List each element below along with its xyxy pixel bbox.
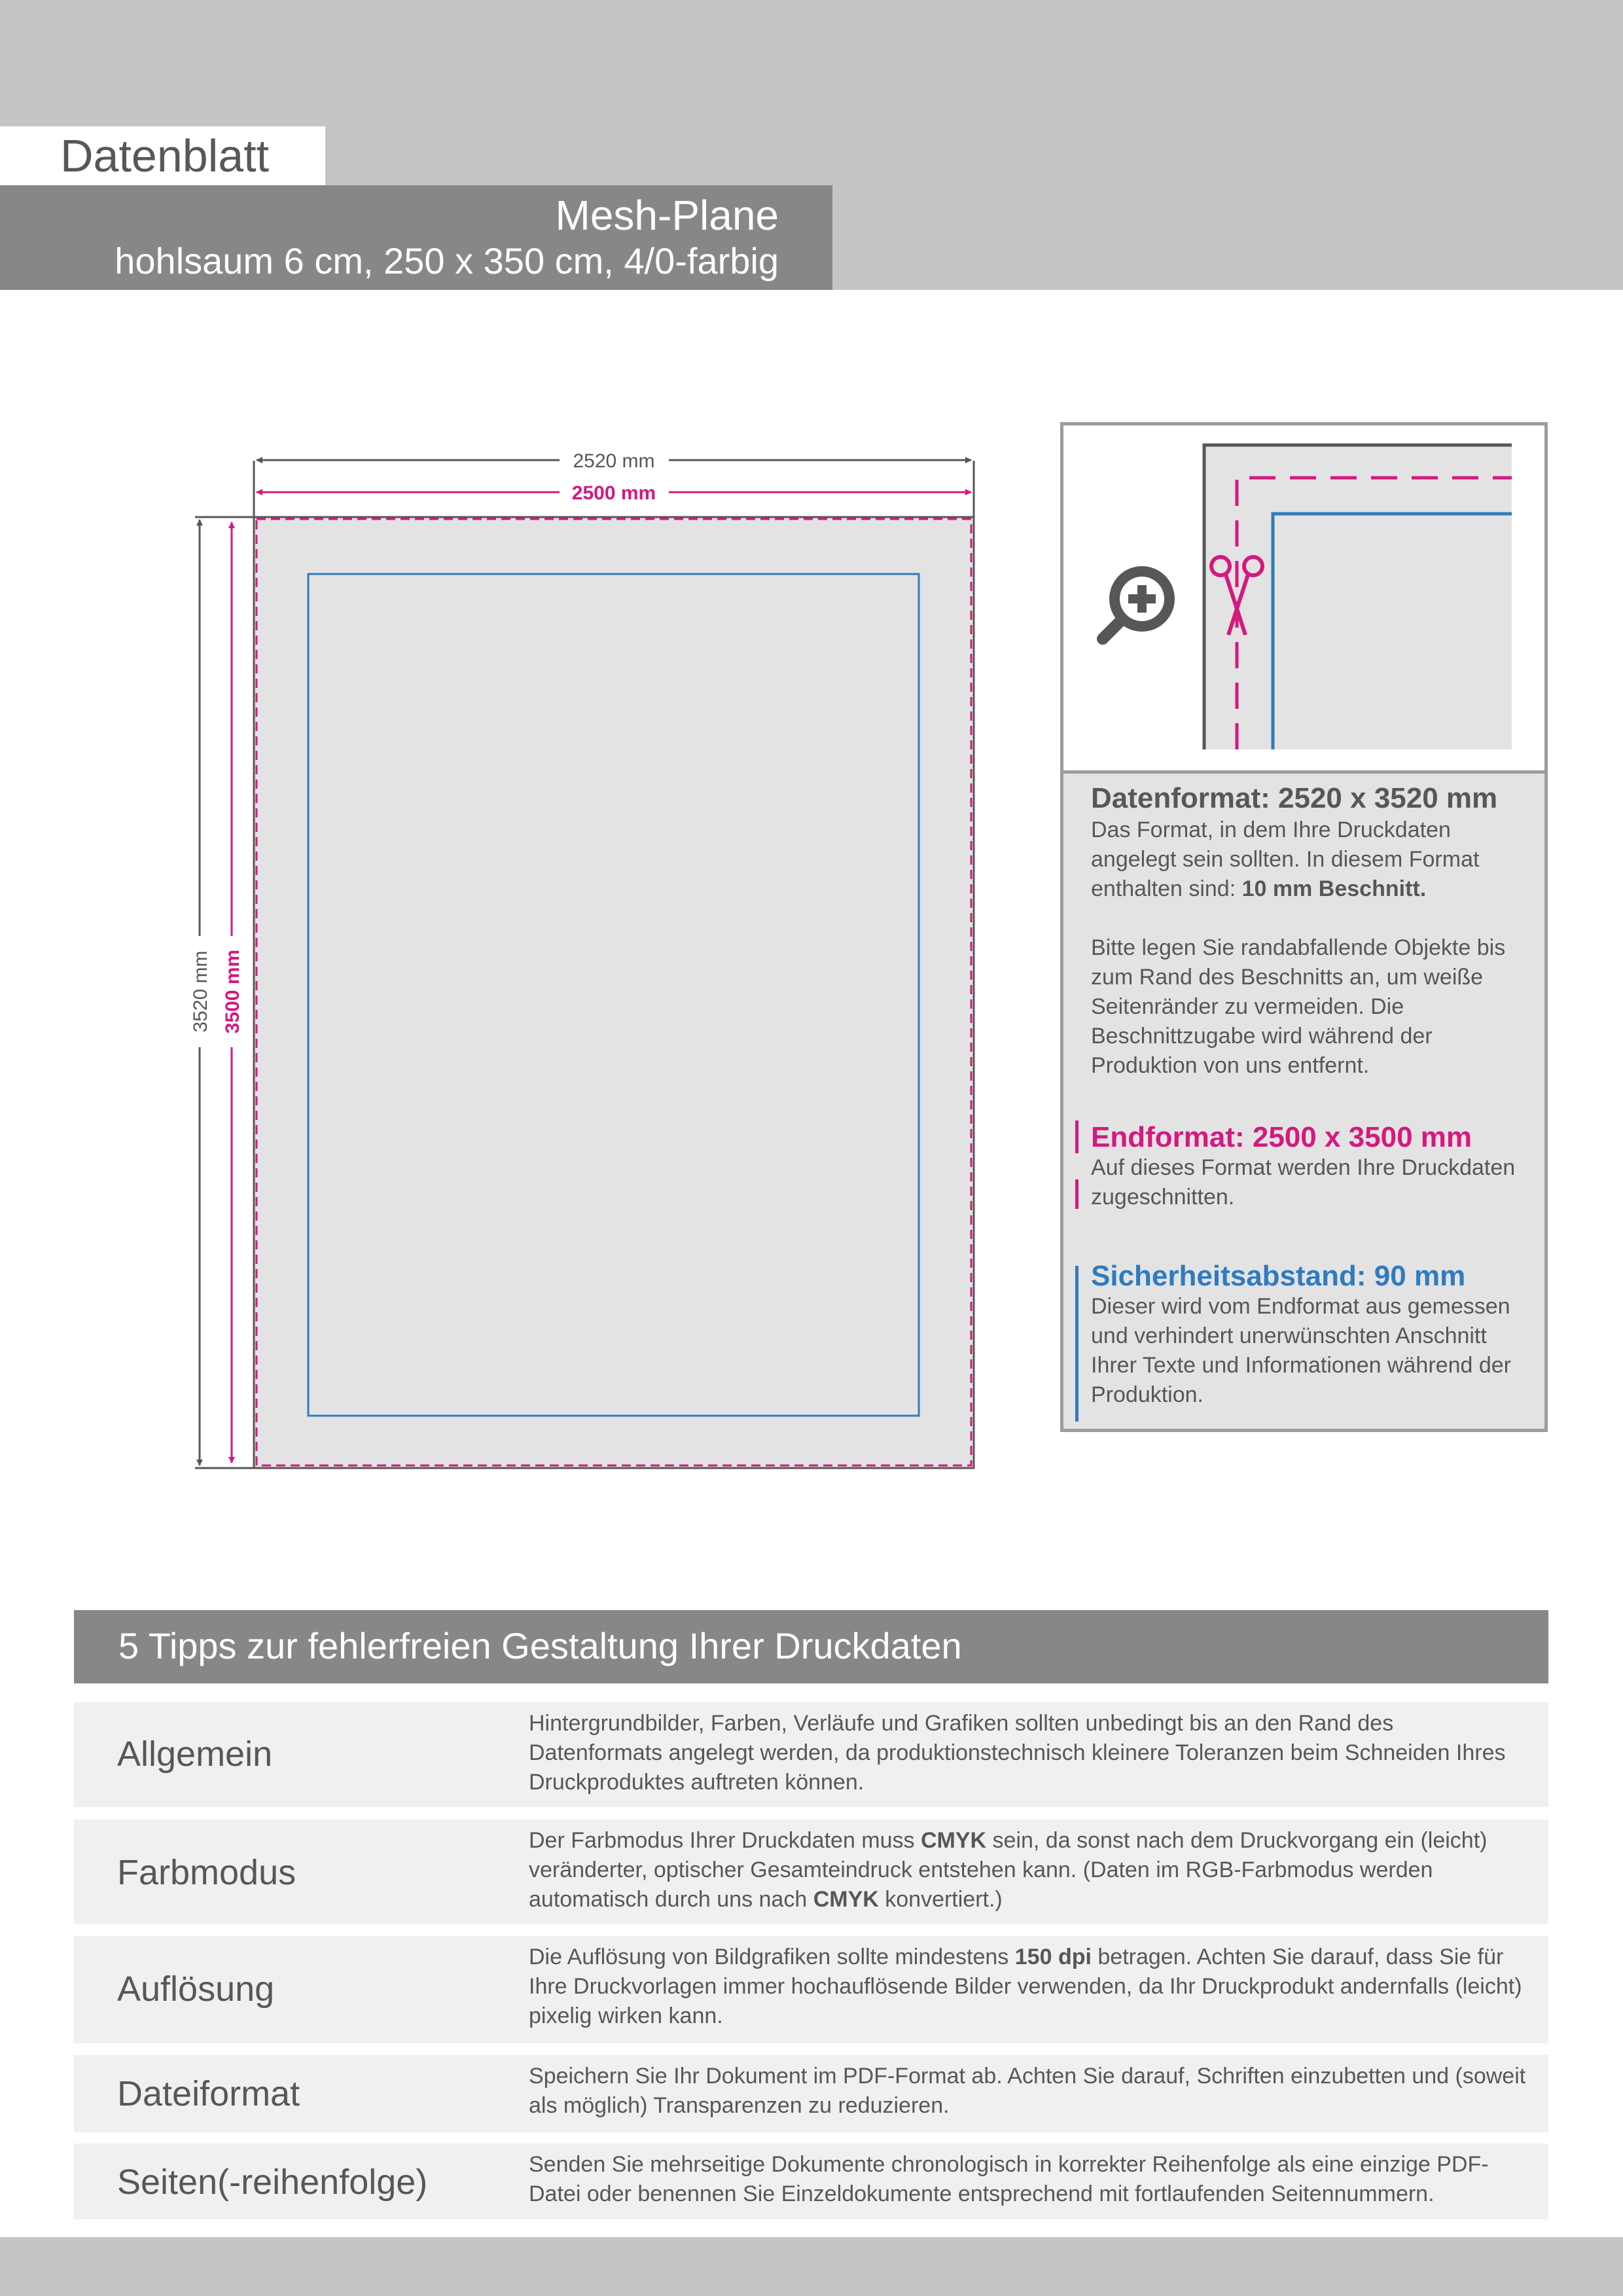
final-height-label: 3500 mm — [222, 949, 243, 1034]
tip-text-part: betragen. Achten Sie darauf, dass Sie für Ihre Druckvorlagen immer hochauflösende Bilder verwenden, da Ihr Druckprodukt andernfalls (leicht) pixelig wirken kann. — [529, 1945, 1522, 2028]
sicherheit-text: Dieser wird vom Endformat aus gemessen und verhindert unerwünschten Anschnitt Ihrer Texte und Informationen während der Produktion. — [1091, 1294, 1511, 1407]
tip-text: Senden Sie mehrseitige Dokumente chronologisch in korrekter Reihenfolge als eine einzige PDF-Datei oder benennen Sie Einzeldokumente entsprechend mit fortlaufenden Seitennummern. — [529, 2152, 1489, 2206]
datenformat-text — [1091, 816, 1536, 904]
tip-row-aufloesung — [74, 1936, 1548, 2043]
tip-text — [529, 1826, 1530, 1914]
sicherheit-title: Sicherheitsabstand: 90 mm — [1091, 1260, 1466, 1292]
tips-header — [74, 1610, 1548, 1683]
magnifier-plus-icon — [1103, 566, 1175, 639]
info-text-box — [1063, 770, 1544, 1429]
tip-row-farbmodus — [74, 1820, 1548, 1924]
tip-text: Hintergrundbilder, Farben, Verläufe und Grafiken sollten unbedingt bis an den Rand des Datenformats angelegt werden, da produktionstechnisch kleinere Toleranzen beim Schneiden Ihres Druckproduktes auftreten können. — [529, 1711, 1506, 1795]
doc-label — [0, 126, 325, 185]
tip-name: Auflösung — [117, 1969, 275, 2009]
format-diagram — [177, 445, 988, 1479]
product-box — [0, 185, 832, 290]
tip-row-dateiformat — [74, 2055, 1548, 2132]
datenformat-text-1: Das Format, in dem Ihre Druckdaten angelegt sein sollten. In diesem Format enthalten sind: — [1091, 817, 1480, 901]
tip-row-allgemein — [74, 1702, 1548, 1807]
sicherheit-marker — [1075, 1266, 1079, 1422]
tip-text-bold: CMYK — [920, 1828, 987, 1853]
endformat-marker — [1075, 1121, 1079, 1153]
tip-name: Allgemein — [117, 1734, 273, 1774]
zoom-detail-graphic — [1063, 425, 1544, 769]
endformat-marker-2 — [1075, 1179, 1079, 1209]
data-format-area — [254, 517, 974, 1468]
tip-text-part: Die Auflösung von Bildgrafiken sollte mindestens — [529, 1945, 1015, 1969]
product-title: Mesh-Plane — [555, 192, 779, 239]
datenformat-title: Datenformat: 2520 x 3520 mm — [1091, 782, 1498, 814]
tip-text-bold: 150 dpi — [1014, 1945, 1092, 1969]
tip-text: Speichern Sie Ihr Dokument im PDF-Format ab. Achten Sie darauf, Schriften einzubetten und (soweit als möglich) Transparenzen zu reduzieren. — [529, 2064, 1526, 2118]
tip-text-bold: CMYK — [813, 1887, 879, 1912]
final-width-label: 2500 mm — [571, 482, 656, 504]
tip-text-part: sein, da sonst nach dem Druckvorgang ein (leicht) veränderter, optischer Gesamteindruck entstehen kann. (Daten im RGB-Farbmodus werden automatisch durch uns nach — [529, 1828, 1488, 1912]
tip-text — [529, 1943, 1530, 2031]
tip-text-part: konvertiert.) — [878, 1887, 1003, 1912]
data-width-label: 2520 mm — [573, 450, 655, 472]
tip-name: Dateiformat — [117, 2074, 300, 2113]
datenformat-text-bold: 10 mm Beschnitt. — [1241, 876, 1427, 901]
tip-name: Farbmodus — [117, 1853, 296, 1892]
endformat-title: Endformat: 2500 x 3500 mm — [1091, 1121, 1472, 1153]
tip-row-seiten — [74, 2144, 1548, 2219]
tip-name: Seiten(-reihenfolge) — [117, 2162, 428, 2202]
tips-header-title: 5 Tipps zur fehlerfreien Gestaltung Ihrer Druckdaten — [118, 1625, 962, 1666]
endformat-text: Auf dieses Format werden Ihre Druckdaten zugeschnitten. — [1091, 1155, 1516, 1210]
doc-label-text: Datenblatt — [60, 130, 270, 181]
data-height-label: 3520 mm — [190, 950, 211, 1033]
tip-text-part: Der Farbmodus Ihrer Druckdaten muss — [529, 1828, 921, 1853]
footer-band — [0, 2237, 1623, 2296]
datenformat-text-2: Bitte legen Sie randabfallende Objekte bis zum Rand des Beschnitts an, um weiße Seitenränder zu vermeiden. Die Beschnittzugabe wird während der Produktion von uns entfernt. — [1091, 935, 1506, 1078]
zoom-detail — [1063, 425, 1544, 769]
info-panel — [1060, 422, 1548, 1432]
product-subtitle: hohlsaum 6 cm, 250 x 350 cm, 4/0-farbig — [115, 240, 779, 281]
